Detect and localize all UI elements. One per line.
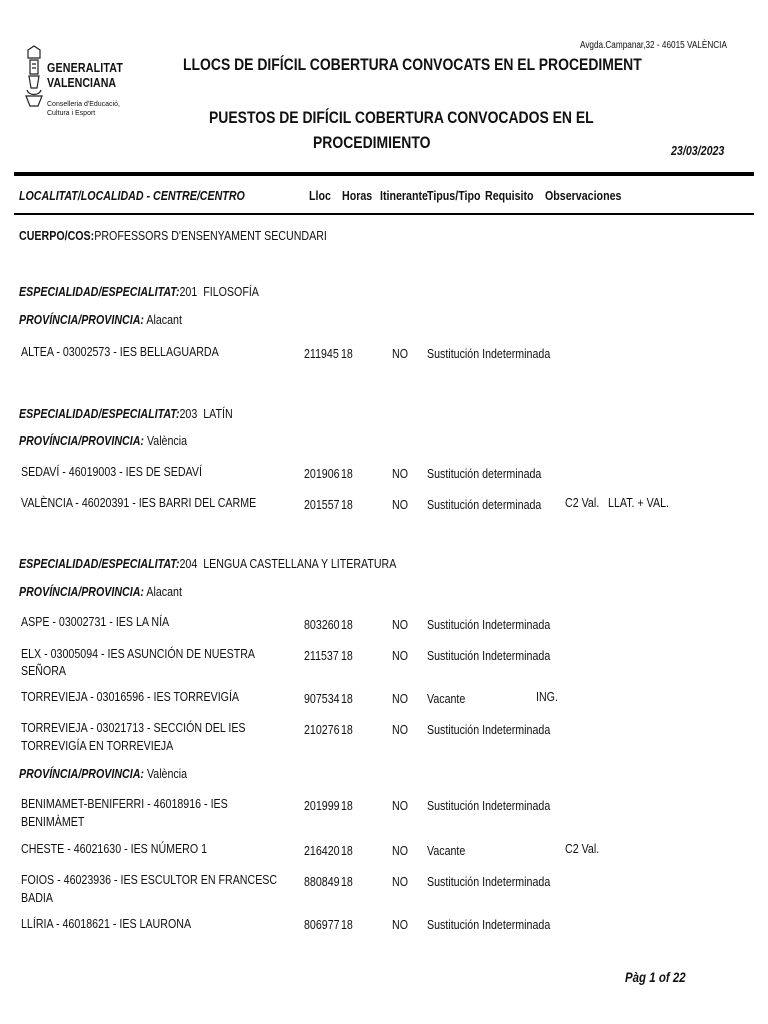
row-itinerante: NO <box>392 843 408 858</box>
row-itinerante: NO <box>392 497 408 512</box>
provincia-heading <box>19 433 187 448</box>
provincia-name: València <box>146 766 188 781</box>
row-tipo: Sustitución determinada <box>427 497 542 512</box>
row-lloc: 210276 <box>304 722 340 737</box>
provincia-label: PROVÍNCIA/PROVINCIA: <box>19 766 144 781</box>
col-header-observaciones: Observaciones <box>545 188 622 203</box>
row-centre-cont: BADIA <box>21 890 53 905</box>
row-tipo: Sustitución Indeterminada <box>427 722 551 737</box>
row-horas: 18 <box>341 917 353 932</box>
col-header-tipus: Tipus/Tipo <box>427 188 481 203</box>
provincia-label: PROVÍNCIA/PROVINCIA: <box>19 584 144 599</box>
row-lloc: 806977 <box>304 917 340 932</box>
provincia-name: Alacant <box>146 312 182 327</box>
row-centre: CHESTE - 46021630 - IES NÚMERO 1 <box>21 841 208 856</box>
row-requisito: ING. <box>536 689 558 704</box>
especialidad-label: ESPECIALIDAD/ESPECIALITAT: <box>19 556 180 571</box>
address: Avgda.Campanar,32 - 46015 VALÈNCIA <box>580 40 727 51</box>
row-tipo: Sustitución Indeterminada <box>427 617 551 632</box>
row-tipo: Sustitución Indeterminada <box>427 346 551 361</box>
especialidad-name: LATÍN <box>203 406 233 421</box>
row-centre: LLÍRIA - 46018621 - IES LAURONA <box>21 916 192 931</box>
row-centre-cont: BENIMÀMET <box>21 814 85 829</box>
title-spanish-line2: PROCEDIMIENTO <box>313 133 431 152</box>
row-tipo: Vacante <box>427 691 466 706</box>
row-centre: ELX - 03005094 - IES ASUNCIÓN DE NUESTRA <box>21 646 256 661</box>
cuerpo-label: CUERPO/COS: <box>19 228 95 243</box>
row-tipo: Sustitución Indeterminada <box>427 917 551 932</box>
row-centre: ASPE - 03002731 - IES LA NÍA <box>21 614 170 629</box>
row-lloc: 211945 <box>304 346 339 361</box>
especialidad-label: ESPECIALIDAD/ESPECIALITAT: <box>19 406 180 421</box>
logo-sub1: Conselleria d'Educació, <box>47 101 120 108</box>
logo-line1: GENERALITAT <box>47 60 124 75</box>
row-horas: 18 <box>341 798 353 813</box>
row-tipo: Sustitución determinada <box>427 466 542 481</box>
row-lloc: 803260 <box>304 617 340 632</box>
row-tipo: Sustitución Indeterminada <box>427 648 551 663</box>
row-lloc: 201906 <box>304 466 340 481</box>
top-divider <box>14 172 754 176</box>
row-itinerante: NO <box>392 722 408 737</box>
row-lloc: 211537 <box>304 648 339 663</box>
row-itinerante: NO <box>392 617 408 632</box>
especialidad-name: LENGUA CASTELLANA Y LITERATURA <box>203 556 397 571</box>
row-horas: 18 <box>341 874 353 889</box>
title-spanish-line1: PUESTOS DE DIFÍCIL COBERTURA CONVOCADOS EN EL <box>209 108 594 127</box>
provincia-heading <box>19 766 187 781</box>
row-horas: 18 <box>341 617 353 632</box>
col-header-itinerante: Itinerante <box>380 188 428 203</box>
header-divider <box>14 213 754 215</box>
especialidad-code: 203 <box>179 406 198 421</box>
provincia-label: PROVÍNCIA/PROVINCIA: <box>19 433 144 448</box>
row-horas: 18 <box>341 722 353 737</box>
especialidad-code: 201 <box>179 284 198 299</box>
row-centre: TORREVIEJA - 03021713 - SECCIÓN DEL IES <box>21 720 246 735</box>
row-itinerante: NO <box>392 346 408 361</box>
row-centre-cont: SEÑORA <box>21 663 67 678</box>
title-valencian: LLOCS DE DIFÍCIL COBERTURA CONVOCATS EN EL PROCEDIMENT <box>183 55 642 74</box>
row-centre-cont: TORREVIGÍA EN TORREVIEJA <box>21 738 174 753</box>
especialidad-heading <box>19 284 259 299</box>
row-itinerante: NO <box>392 691 408 706</box>
row-horas: 18 <box>341 497 353 512</box>
row-centre: VALÈNCIA - 46020391 - IES BARRI DEL CARME <box>21 495 257 510</box>
row-itinerante: NO <box>392 648 408 663</box>
col-header-centre: LOCALITAT/LOCALIDAD - CENTRE/CENTRO <box>19 188 245 203</box>
row-horas: 18 <box>341 843 353 858</box>
page-number: Pàg 1 of 22 <box>625 969 686 985</box>
row-centre: ALTEA - 03002573 - IES BELLAGUARDA <box>21 344 219 359</box>
col-header-horas: Horas <box>342 188 373 203</box>
row-horas: 18 <box>341 346 353 361</box>
especialidad-heading <box>19 406 233 421</box>
row-lloc: 201557 <box>304 497 340 512</box>
provincia-name: València <box>146 433 188 448</box>
especialidad-label: ESPECIALIDAD/ESPECIALITAT: <box>19 284 180 299</box>
especialidad-code: 204 <box>179 556 198 571</box>
row-tipo: Vacante <box>427 843 466 858</box>
cuerpo-value: PROFESSORS D'ENSENYAMENT SECUNDARI <box>94 228 327 243</box>
row-lloc: 216420 <box>304 843 340 858</box>
provincia-heading <box>19 312 182 327</box>
row-centre: FOIOS - 46023936 - IES ESCULTOR EN FRANCESC <box>21 872 278 887</box>
row-horas: 18 <box>341 466 353 481</box>
row-centre: SEDAVÍ - 46019003 - IES DE SEDAVÍ <box>21 464 202 479</box>
provincia-heading <box>19 584 182 599</box>
logo-sub2: Cultura i Esport <box>47 110 96 117</box>
row-horas: 18 <box>341 691 353 706</box>
document-date: 23/03/2023 <box>671 143 725 158</box>
row-horas: 18 <box>341 648 353 663</box>
provincia-name: Alacant <box>146 584 182 599</box>
row-centre: TORREVIEJA - 03016596 - IES TORREVIGÍA <box>21 689 240 704</box>
especialidad-name: FILOSOFÍA <box>203 284 259 299</box>
provincia-label: PROVÍNCIA/PROVINCIA: <box>19 312 144 327</box>
row-tipo: Sustitución Indeterminada <box>427 798 551 813</box>
cuerpo-line <box>19 228 327 243</box>
row-itinerante: NO <box>392 917 408 932</box>
row-itinerante: NO <box>392 798 408 813</box>
row-lloc: 201999 <box>304 798 340 813</box>
row-tipo: Sustitución Indeterminada <box>427 874 551 889</box>
row-lloc: 880849 <box>304 874 340 889</box>
row-observaciones: C2 Val. <box>565 841 600 856</box>
col-header-requisito: Requisito <box>485 188 534 203</box>
row-centre: BENIMAMET-BENIFERRI - 46018916 - IES <box>21 796 228 811</box>
logo-line2: VALENCIANA <box>47 75 117 90</box>
especialidad-heading <box>19 556 396 571</box>
row-observaciones: C2 Val. LLAT. + VAL. <box>565 495 669 510</box>
row-lloc: 907534 <box>304 691 340 706</box>
col-header-lloc: Lloc <box>309 188 331 203</box>
row-itinerante: NO <box>392 466 408 481</box>
row-itinerante: NO <box>392 874 408 889</box>
